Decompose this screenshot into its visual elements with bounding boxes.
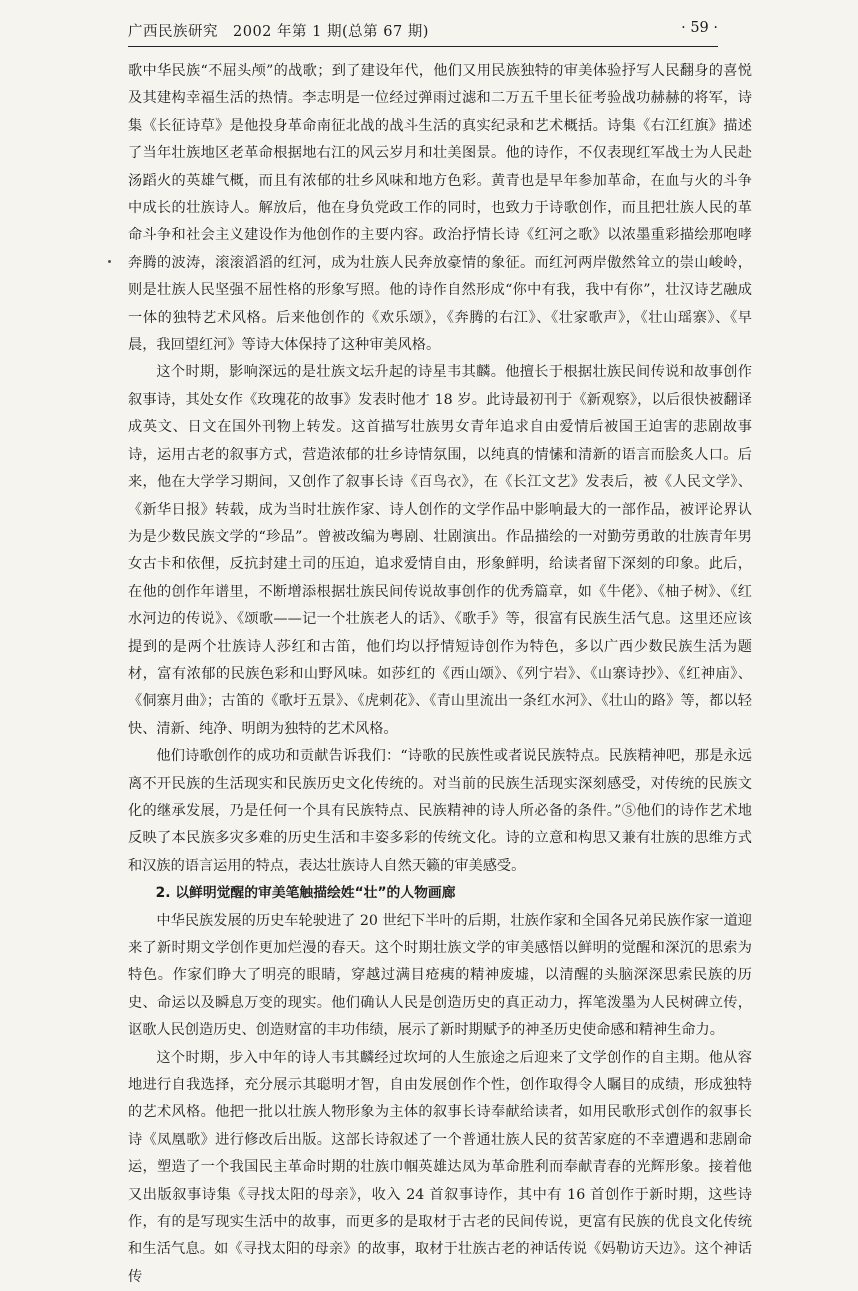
running-header	[128, 16, 718, 47]
paragraph: 这个时期，影响深远的是壮族文坛升起的诗星韦其麟。他擅长于根据壮族民间传说和故事创作叙事诗，其处女作《玫瑰花的故事》发表时他才 18 岁。此诗最初刊于《新观察》，以后很快被翻译成英文、日文在国外刊物上转发。这首描写壮族男女青年追求自由爱情后被国王迫害的悲剧故事诗，运用古老的叙事方式，营造浓郁的壮乡诗情氛围，以纯真的情愫和清新的语言而脍炙人口。后来，他在大学学习期间，又创作了叙事长诗《百鸟衣》，在《长江文艺》发表后，被《人民文学》、《新华日报》转载，成为当时壮族作家、诗人创作的文学作品中影响最大的一部作品，被评论界认为是少数民族文学的“珍品”。曾被改编为粤剧、壮剧演出。作品描绘的一对勤劳勇敢的壮族青年男女古卡和依俚，反抗封建土司的压迫，追求爱情自由，形象鲜明，给读者留下深刻的印象。此后，在他的创作年谱里，不断增添根据壮族民间传说故事创作的优秀篇章，如《牛佬》、《柚子树》、《红水河边的传说》、《颂歌——记一个壮族老人的话》、《歌手》等，很富有民族生活气息。这里还应该提到的是两个壮族诗人莎红和古笛，他们均以抒情短诗创作为特色，多以广西少数民族生活为题材，富有浓郁的民族色彩和山野风味。如莎红的《西山颂》、《列宁岩》、《山寨诗抄》、《红神庙》、《侗寨月曲》；古笛的《歌圩五景》、《虎刺花》、《青山里流出一条红水河》、《壮山的路》等，都以轻快、清新、纯净、明朗为独特的艺术风格。	[128, 364, 752, 737]
section-heading: 2. 以鲜明觉醒的审美笔触描绘姓“壮”的人物画廊	[155, 885, 456, 902]
paragraph: 这个时期，步入中年的诗人韦其麟经过坎坷的人生旅途之后迎来了文学创作的自主期。他从容地进行自我选择，充分展示其聪明才智，自由发展创作个性，创作取得令人瞩目的成绩，形成独特的艺术风格。他把一批以壮族人物形象为主体的叙事长诗奉献给读者，如用民歌形式创作的叙事长诗《凤凰歌》进行修改后出版。这部长诗叙述了一个普通壮族人民的贫苦家庭的不幸遭遇和悲剧命运，塑造了一个我国民主革命时期的壮族巾帼英雄达凤为革命胜利而奉献青春的光辉形象。接着他又出版叙事诗集《寻找太阳的母亲》，收入 24 首叙事诗作，其中有 16 首创作于新时期，这些诗作，有的是写现实生活中的故事，而更多的是取材于古老的民间传说，更富有民族的优良文化传统和生活气息。如《寻找太阳的母亲》的故事，取材于壮族古老的神话传说《妈勒访天边》。这个神话传	[128, 1049, 752, 1285]
paragraph: 中华民族发展的历史车轮驶进了 20 世纪下半叶的后期，壮族作家和全国各兄弟民族作家一道迎来了新时期文学创作更加烂漫的春天。这个时期壮族文学的审美感悟以鲜明的觉醒和深沉的思索为特色。作家们睁大了明亮的眼睛，穿越过满目疮痍的精神废墟，以清醒的头脑深深思索民族的历史、命运以及瞬息万变的现实。他们确认人民是创造历史的真正动力，挥笔泼墨为人民树碑立传，讴歌人民创造历史、创造财富的丰功伟绩，展示了新时期赋予的神圣历史使命感和精神生命力。	[128, 912, 752, 1039]
paragraph: 歌中华民族“不屈头颅”的战歌；到了建设年代，他们又用民族独特的审美体验抒写人民翻身的喜悦及其建构幸福生活的热情。李志明是一位经过弹雨过滤和二万五千里长征考验战功赫赫的将军，诗集《长征诗草》是他投身革命南征北战的战斗生活的真实纪录和艺术概括。诗集《右江红旗》描述了当年壮族地区老革命根据地右江的风云岁月和壮美图景。他的诗作，不仅表现红军战士为人民赴汤蹈火的英雄气概，而且有浓郁的壮乡风味和地方色彩。黄青也是早年参加革命，在血与火的斗争中成长的壮族诗人。解放后，他在身负党政工作的同时，也致力于诗歌创作，而且把壮族人民的革命斗争和社会主义建设作为他创作的主要内容。政治抒情长诗《红河之歌》以浓墨重彩描绘那咆哮奔腾的波涛，滚滚滔滔的红河，成为壮族人民奔放豪情的象征。而红河两岸傲然耸立的崇山峻岭，则是壮族人民坚强不屈性格的形象写照。他的诗作自然形成“你中有我，我中有你”，壮汉诗艺融成一体的独特艺术风格。后来他创作的《欢乐颂》，《奔腾的右江》、《壮家歌声》，《壮山瑶寨》、《早晨，我回望红河》等诗大体保持了这种审美风格。	[128, 63, 752, 354]
scan-speck	[108, 260, 111, 263]
page-number: · 59 ·	[681, 20, 718, 36]
article-body	[128, 58, 752, 1291]
journal-title: 广西民族研究 2002 年第 1 期(总第 67 期)	[128, 24, 429, 40]
paragraph: 他们诗歌创作的成功和贡献告诉我们：“诗歌的民族性或者说民族特点。民族精神吧，那是永远离不开民族的生活现实和民族历史文化传统的。对当前的民族生活现实深刻感受，对传统的民族文化的继承发展，乃是任何一个具有民族特点、民族精神的诗人所必备的条件。”⑤他们的诗作艺术地反映了本民族多灾多难的历史生活和丰姿多彩的传统文化。诗的立意和构思又兼有壮族的思维方式和汉族的语言运用的特点，表达壮族诗人自然天籁的审美感受。	[128, 748, 752, 874]
